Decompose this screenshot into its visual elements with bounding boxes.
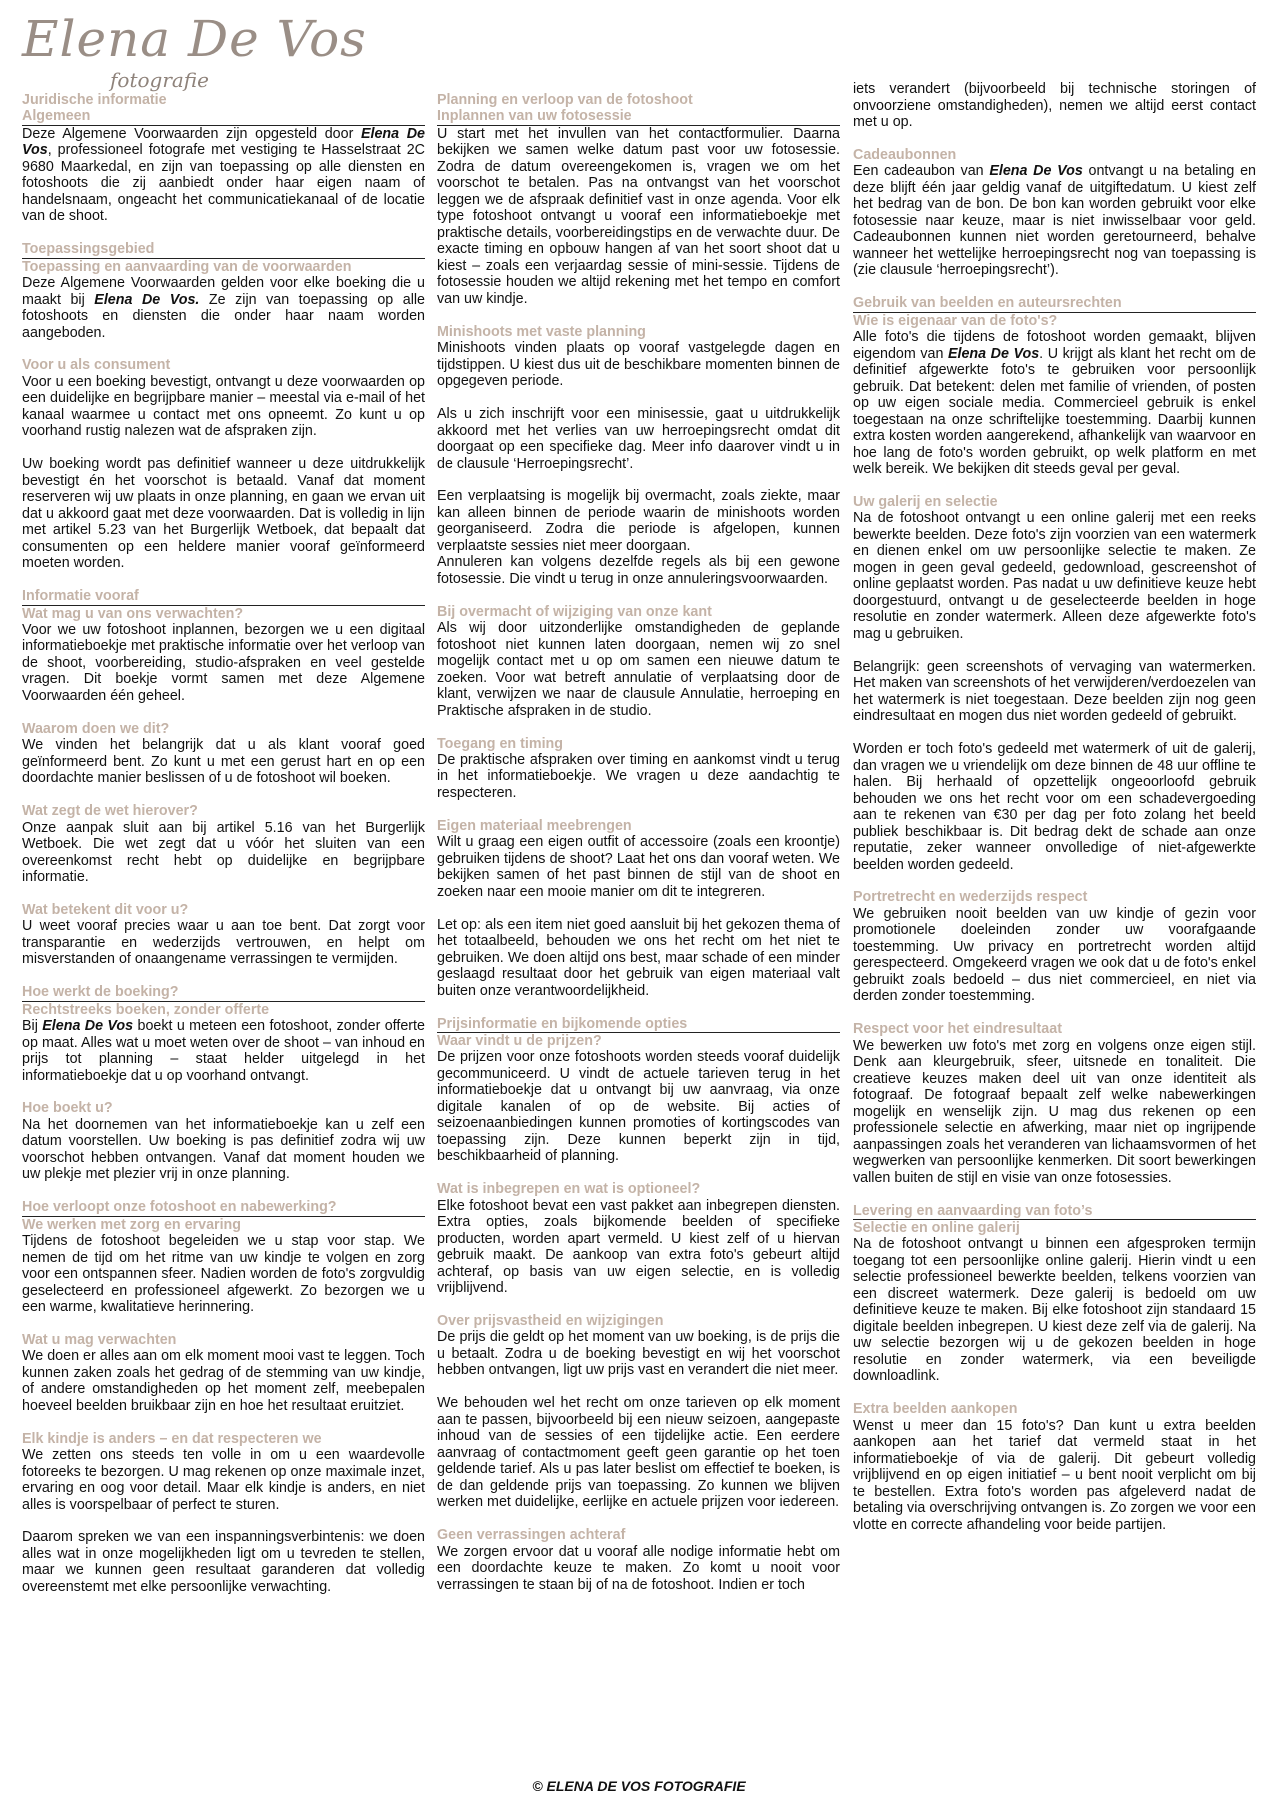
section-subheading: Wie is eigenaar van de foto's?	[853, 312, 1058, 329]
section-subheading: Inplannen van uw fotosessie	[437, 108, 840, 125]
section-heading: Eigen materiaal meebrengen	[437, 817, 632, 834]
section-heading: Gebruik van beelden en auteursrechten	[853, 295, 1256, 312]
section-heading: Hoe verloopt onze fotoshoot en nabewerking?	[22, 1199, 425, 1216]
section-heading: Respect voor het eindresultaat	[853, 1021, 1062, 1038]
paragraph: Deze Algemene Voorwaarden zijn opgesteld door Elena De Vos, professioneel fotografe met vestiging te Hasselstraat 2C 9680 Maarkedal, en zijn van toepassing op alle diensten en fotoshoots die zij aanbiedt onder haar eigen naam of handelsnaam, ongeacht het communicatiekanaal of de locatie van de shoot.	[22, 125, 425, 225]
section-subheading: Waar vindt u de prijzen?	[437, 1032, 602, 1049]
section-heading: Informatie vooraf	[22, 588, 425, 605]
paragraph: Daarom spreken we van een inspanningsverbintenis: we doen alles wat in onze mogelijkheden ligt om u tevreden te stellen, maar we kunnen geen resultaat garanderen dat volledig overeenstemt met elke persoonlijke verwachting.	[22, 1529, 425, 1595]
logo	[22, 10, 367, 92]
section-heading: Wat zegt de wet hierover?	[22, 803, 198, 820]
section-heading: Levering en aanvaarding van foto’s	[853, 1203, 1256, 1220]
footer-copyright: © ELENA DE VOS FOTOGRAFIE	[532, 1778, 746, 1794]
section-subheading: Selectie en online galerij	[853, 1219, 1020, 1236]
paragraph: Na de fotoshoot ontvangt u binnen een afgesproken termijn toegang tot een persoonlijke online galerij. Hierin vindt u een selectie professioneel bewerkte beelden, telkens voorzien van een discreet watermerk. Deze galerij is bedoeld om uw definitieve keuze te maken. Bij elke fotoshoot zijn standaard 15 digitale beelden inbegrepen. U kiest deze zelf via de galerij. Na uw selectie bezorgen wij u de gekozen beelden in hoge resolutie en zonder watermerk, via een beveiligde downloadlink.	[853, 1236, 1256, 1385]
paragraph: Minishoots vinden plaats op vooraf vastgelegde dagen en tijdstippen. U kiest dus uit de beschikbare momenten binnen de opgegeven periode.	[437, 340, 840, 390]
paragraph: We behouden wel het recht om onze tarieven op elk moment aan te passen, bijvoorbeeld bij een nieuw seizoen, aangepaste inhoud van de sessies of een tijdelijke actie. Een eerdere aanvraag of contactmoment geeft geen garantie op het toen geldende tarief. Als u pas later beslist om effectief te boeken, is de dan geldende prijs van toepassing. Zo kunnen we blijven werken met duidelijke, eerlijke en actuele prijzen voor iedereen.	[437, 1395, 840, 1511]
paragraph: Voor u een boeking bevestigt, ontvangt u deze voorwaarden op een duidelijke en begrijpbare manier – meestal via e-mail of het kanaal waarmee u contact met ons opneemt. Zo kunt u op voorhand rustig nalezen wat de afspraken zijn.	[22, 373, 425, 440]
section-heading: Portretrecht en wederzijds respect	[853, 889, 1088, 906]
section-heading: Elk kindje is anders – en dat respecteren we	[22, 1430, 322, 1447]
paragraph: Een verplaatsing is mogelijk bij overmacht, zoals ziekte, maar kan alleen binnen de periode waarin de minishoots worden georganiseerd. Zodra die periode is afgelopen, kunnen verplaatste sessies niet meer doorgaan.	[437, 488, 840, 554]
section-subheading: Toepassing en aanvaarding van de voorwaarden	[22, 258, 352, 275]
section-heading: Toegang en timing	[437, 735, 564, 752]
column-2	[437, 92, 840, 1593]
section-heading: Uw galerij en selectie	[853, 493, 998, 510]
paragraph: Voor we uw fotoshoot inplannen, bezorgen we u een digitaal informatieboekje met praktische informatie over het verloop van de shoot, voorbereiding, studio-afspraken en veel gestelde vragen. Dit boekje vormt samen met deze Algemene Voorwaarden één geheel.	[22, 621, 425, 704]
brand-name: Elena De Vos	[989, 163, 1083, 180]
paragraph: Een cadeaubon van Elena De Vos ontvangt u na betaling en deze blijft één jaar geldig vanaf de uitgiftedatum. U kiest zelf het bedrag van de bon. De bon kan worden gebruikt voor elke fotosessie naar keuze, maar is niet inwisselbaar voor geld. Cadeaubonnen kunnen niet worden geretourneerd, behalve wanneer het wettelijke herroepingsrecht nog van toepassing is (zie clausule ‘herroepingsrecht’).	[853, 163, 1256, 279]
paragraph: iets verandert (bijvoorbeeld bij technische storingen of onvoorziene omstandigheden), nemen we altijd eerst contact met u op.	[853, 81, 1256, 130]
logo-subtitle: fotografie	[110, 68, 209, 92]
paragraph: De prijs die geldt op het moment van uw boeking, is de prijs die u betaalt. Zodra u de boeking bevestigt en wij het voorschot hebben ontvangen, ligt uw prijs vast en verandert die niet meer.	[437, 1329, 840, 1379]
section-subheading: Algemeen	[22, 108, 425, 125]
paragraph: Deze Algemene Voorwaarden gelden voor elke boeking die u maakt bij Elena De Vos. Ze zijn van toepassing op alle fotoshoots en diensten die onder haar naam worden aangeboden.	[22, 275, 425, 341]
section-heading: Toepassingsgebied	[22, 241, 425, 258]
paragraph: Na het doornemen van het informatieboekje kan u zelf een datum voorstellen. Uw boeking is pas definitief zodra wij uw voorschot hebben ontvangen. Vanaf dat moment houden we uw plekje met plezier vrij in onze planning.	[22, 1116, 425, 1183]
section-heading: Extra beelden aankopen	[853, 1401, 1018, 1418]
paragraph: Worden er toch foto's gedeeld met watermerk of uit de galerij, dan vragen we u vriendelijk om deze binnen de 48 uur offline te halen. Bij herhaald of opzettelijk ongeoorloofd gebruik behouden we ons het recht voor om een schadevergoeding aan te rekenen van €30 per dag per foto zolang het beeld publiek beschikbaar is. Dit bedrag dekt de schade aan onze reputatie, zeker wanneer onvolledige of niet-afgewerkte beelden worden gedeeld.	[853, 741, 1256, 873]
paragraph: We bewerken uw foto's met zorg en volgens onze eigen stijl. Denk aan kleurgebruik, sfeer, uitsnede en tonaliteit. Die creatieve keuzes maken deel uit van onze identiteit als fotograaf. De fotograaf bepaalt zelf welke nabewerkingen mogelijk en wenselijk zijn. U mag dus rekenen op een professionele selectie en afwerking, maar niet op ingrijpende aanpassingen zoals het veranderen van lichaamsvormen of het wegwerken van persoonlijke kenmerken. Dit soort bewerkingen vallen buiten de stijl en visie van onze fotosessies.	[853, 1037, 1256, 1186]
paragraph: Alle foto's die tijdens de fotoshoot worden gemaakt, blijven eigendom van Elena De Vos. U krijgt als klant het recht om de definitief afgewerkte foto's te gebruiken voor persoonlijk gebruik. Dat betekent: delen met familie of vrienden, of posten op uw eigen sociale media. Commercieel gebruik is enkel toegestaan na onze schriftelijke toestemming. Daarbij kunnen extra kosten worden aangerekend, afhankelijk van waarvoor en hoe lang de foto's worden gebruikt, op welk platform en met welk bereik. We bekijken dit steeds geval per geval.	[853, 329, 1256, 477]
section-heading: Wat betekent dit voor u?	[22, 901, 189, 918]
column-1	[22, 92, 425, 1595]
paragraph: Wilt u graag een eigen outfit of accessoire (zoals een kroontje) gebruiken tijdens de shoot? Laat het ons dan vooraf weten. We bekijken samen of het past binnen de stijl van de shoot en zoeken naar een mooie manier om dit te integreren.	[437, 834, 840, 900]
paragraph: Annuleren kan volgens dezelfde regels als bij een gewone fotosessie. Die vindt u terug in onze annuleringsvoorwaarden.	[437, 554, 840, 587]
section-heading: Wat u mag verwachten	[22, 1331, 177, 1348]
paragraph: We zetten ons steeds ten volle in om u een waardevolle fotoreeks te bezorgen. U mag rekenen op onze maximale inzet, ervaring en oog voor detail. Maar elk kindje is anders, en niet alles is voorspelbaar of perfect te sturen.	[22, 1447, 425, 1513]
section-heading: Hoe boekt u?	[22, 1100, 113, 1117]
paragraph: Als wij door uitzonderlijke omstandigheden de geplande fotoshoot niet kunnen laten doorgaan, nemen wij zo snel mogelijk contact met u op om samen een nieuwe datum te zoeken. Voor wat betreft annulatie of verplaatsing door de klant, verwijzen we naar de clausule Annulatie, herroeping en Praktische afspraken in de studio.	[437, 620, 840, 719]
paragraph: Belangrijk: geen screenshots of vervaging van watermerken. Het maken van screenshots of het verwijderen/verdoezelen van het watermerk is niet toegestaan. Deze beelden zijn nog geen eindresultaat en mogen dus niet worden gedeeld of gebruikt.	[853, 658, 1256, 725]
paragraph: Elke fotoshoot bevat een vast pakket aan inbegrepen diensten. Extra opties, zoals bijkomende beelden of specifieke producten, worden apart vermeld. U kiest zelf of u hiervan gebruik maakt. De aankoop van extra foto's gebeurt altijd achteraf, op basis van uw eigen selectie, en is volledig vrijblijvend.	[437, 1197, 840, 1297]
section-heading: Juridische informatie	[22, 92, 167, 108]
paragraph: Na de fotoshoot ontvangt u een online galerij met een reeks bewerkte beelden. Deze foto's zijn voorzien van een watermerk en dienen enkel om uw persoonlijke selectie te maken. Ze mogen in geen geval gedeeld, gedownload, gescreenshot of online geplaatst worden. Pas nadat u uw definitieve keuze hebt doorgestuurd, ontvangt u de geselecteerde beelden in hoge resolutie en zonder watermerk. Alleen deze afgewerkte foto's mag u gebruiken.	[853, 510, 1256, 642]
section-heading: Minishoots met vaste planning	[437, 323, 646, 340]
paragraph: We gebruiken nooit beelden van uw kindje of gezin voor promotionele doeleinden zonder uw voorafgaande toestemming. Uw privacy en portretrecht worden altijd gerespecteerd. Omgekeerd vragen we ook dat u de foto's enkel gebruikt zoals bedoeld – dus niet commercieel, en niet via derden zonder toestemming.	[853, 905, 1256, 1005]
section-heading: Over prijsvastheid en wijzigingen	[437, 1313, 664, 1330]
brand-name: Elena De Vos	[42, 1018, 134, 1034]
brand-name: Elena De Vos.	[94, 291, 200, 308]
brand-name: Elena De Vos	[947, 345, 1040, 362]
section-subheading: Wat mag u van ons verwachten?	[22, 605, 244, 622]
paragraph: Als u zich inschrijft voor een minisessie, gaat u uitdrukkelijk akkoord met het verlies van uw herroepingsrecht omdat dit doorgaat op een specifieke dag. Meer info daarover vindt u in de clausule ‘Herroepingsrecht’.	[437, 406, 840, 472]
paragraph: U weet vooraf precies waar u aan toe bent. Dat zorgt voor transparantie en wederzijds vertrouwen, en helpt om misverstanden of onaangename verrassingen te vermijden.	[22, 918, 425, 968]
section-heading: Geen verrassingen achteraf	[437, 1527, 626, 1544]
brand-name: Elena De Vos	[22, 125, 425, 159]
paragraph: We zorgen ervoor dat u vooraf alle nodige informatie hebt om een doordachte keuze te maken. Zo komt u nooit voor verrassingen te staan bij of na de fotoshoot. Indien er toch	[437, 1543, 840, 1593]
section-subheading: Rechtstreeks boeken, zonder offerte	[22, 1001, 270, 1018]
section-subheading: We werken met zorg en ervaring	[22, 1216, 242, 1233]
section-heading: Prijsinformatie en bijkomende opties	[437, 1016, 840, 1033]
section-heading: Planning en verloop van de fotoshoot	[437, 92, 693, 108]
paragraph: Tijdens de fotoshoot begeleiden we u stap voor stap. We nemen de tijd om het ritme van uw kindje te volgen en zorg voor een ontspannen sfeer. Nadien worden de foto's zorgvuldig geselecteerd en professioneel afgewerkt. Zo bezorgen we u een warme, kwalitatieve herinnering.	[22, 1233, 425, 1315]
paragraph: Let op: als een item niet goed aansluit bij het gekozen thema of het totaalbeeld, behouden we ons het recht om het niet te gebruiken. We doen altijd ons best, maar schade of een minder geslaagd resultaat door het gebruik van eigen materiaal valt buiten onze verantwoordelijkheid.	[437, 916, 840, 999]
section-heading: Voor u als consument	[22, 357, 171, 374]
paragraph: We vinden het belangrijk dat u als klant vooraf goed geïnformeerd bent. Zo kunt u met een gerust hart en op een doordachte manier beslissen of u de fotoshoot wil boeken.	[22, 737, 425, 787]
paragraph: Bij Elena De Vos boekt u meteen een fotoshoot, zonder offerte op maat. Alles wat u moet weten over de shoot – van inhoud en prijs tot planning – staat helder uitgelegd in het informatieboekje dat u op voorhand ontvangt.	[22, 1018, 425, 1084]
paragraph: De prijzen voor onze fotoshoots worden steeds vooraf duidelijk gecommuniceerd. U vindt de actuele tarieven terug in het informatieboekje dat u ontvangt bij uw aanvraag, via onze digitale kanalen of op de website. Bij acties of seizoenaanbiedingen kunnen promoties of kortingscodes van toepassing zijn. Deze kunnen beperkt zijn in tijd, beschikbaarheid of planning.	[437, 1049, 840, 1165]
paragraph: U start met het invullen van het contactformulier. Daarna bekijken we samen welke datum past voor uw fotosessie. Zodra de datum overeengekomen is, vragen we om het voorschot te betalen. Pas na ontvangst van het voorschot leggen we de afspraak definitief vast in onze agenda. Voor elk type fotoshoot ontvangt u vooraf een informatieboekje met praktische details, voorbereidingstips en de verwachte duur. De exacte timing en opbouw hangen af van het soort shoot dat u kiest – zoals een verjaardag sessie of mini-sessie. Tijdens de fotosessie houden we altijd rekening met het tempo en comfort van uw kindje.	[437, 125, 840, 307]
column-3	[853, 81, 1256, 1533]
section-heading: Bij overmacht of wijziging van onze kant	[437, 603, 712, 620]
section-heading: Hoe werkt de boeking?	[22, 984, 425, 1001]
paragraph: De praktische afspraken over timing en aankomst vindt u terug in het informatieboekje. We vragen u deze aandachtig te respecteren.	[437, 751, 840, 801]
section-heading: Waarom doen we dit?	[22, 720, 170, 737]
paragraph: We doen er alles aan om elk moment mooi vast te leggen. Toch kunnen zaken zoals het gedrag of de stemming van uw kindje, of andere omstandigheden op het moment zelf, meebepalen hoeveel beelden bruikbaar zijn en hoe het resultaat eruitziet.	[22, 1348, 425, 1414]
section-heading: Cadeaubonnen	[853, 146, 957, 163]
section-heading: Wat is inbegrepen en wat is optioneel?	[437, 1181, 701, 1198]
paragraph: Onze aanpak sluit aan bij artikel 5.16 van het Burgerlijk Wetboek. Die wet zegt dat u vóór het sluiten van een overeenkomst recht hebt op duidelijke en begrijpbare informatie.	[22, 819, 425, 885]
logo-name: Elena De Vos	[22, 10, 367, 68]
paragraph: Wenst u meer dan 15 foto's? Dan kunt u extra beelden aankopen aan het tarief dat vermeld staat in het informatieboekje of via de galerij. Dit gebeurt volledig vrijblijvend en op eigen initiatief – u bent nooit verplicht om bij te bestellen. Extra foto's worden pas afgeleverd nadat de betaling via overschrijving ontvangen is. Zo zorgen we voor een vlotte en correcte afhandeling voor beide partijen.	[853, 1417, 1256, 1533]
paragraph: Uw boeking wordt pas definitief wanneer u deze uitdrukkelijk bevestigt én het voorschot is betaald. Vanaf dat moment reserveren wij uw plaats in onze planning, en gaan we ervan uit dat u akkoord gaat met deze voorwaarden. Dat is volledig in lijn met artikel 5.23 van het Burgerlijk Wetboek, dat bepaalt dat consumenten op een heldere manier vooraf geïnformeerd moeten worden.	[22, 456, 425, 572]
